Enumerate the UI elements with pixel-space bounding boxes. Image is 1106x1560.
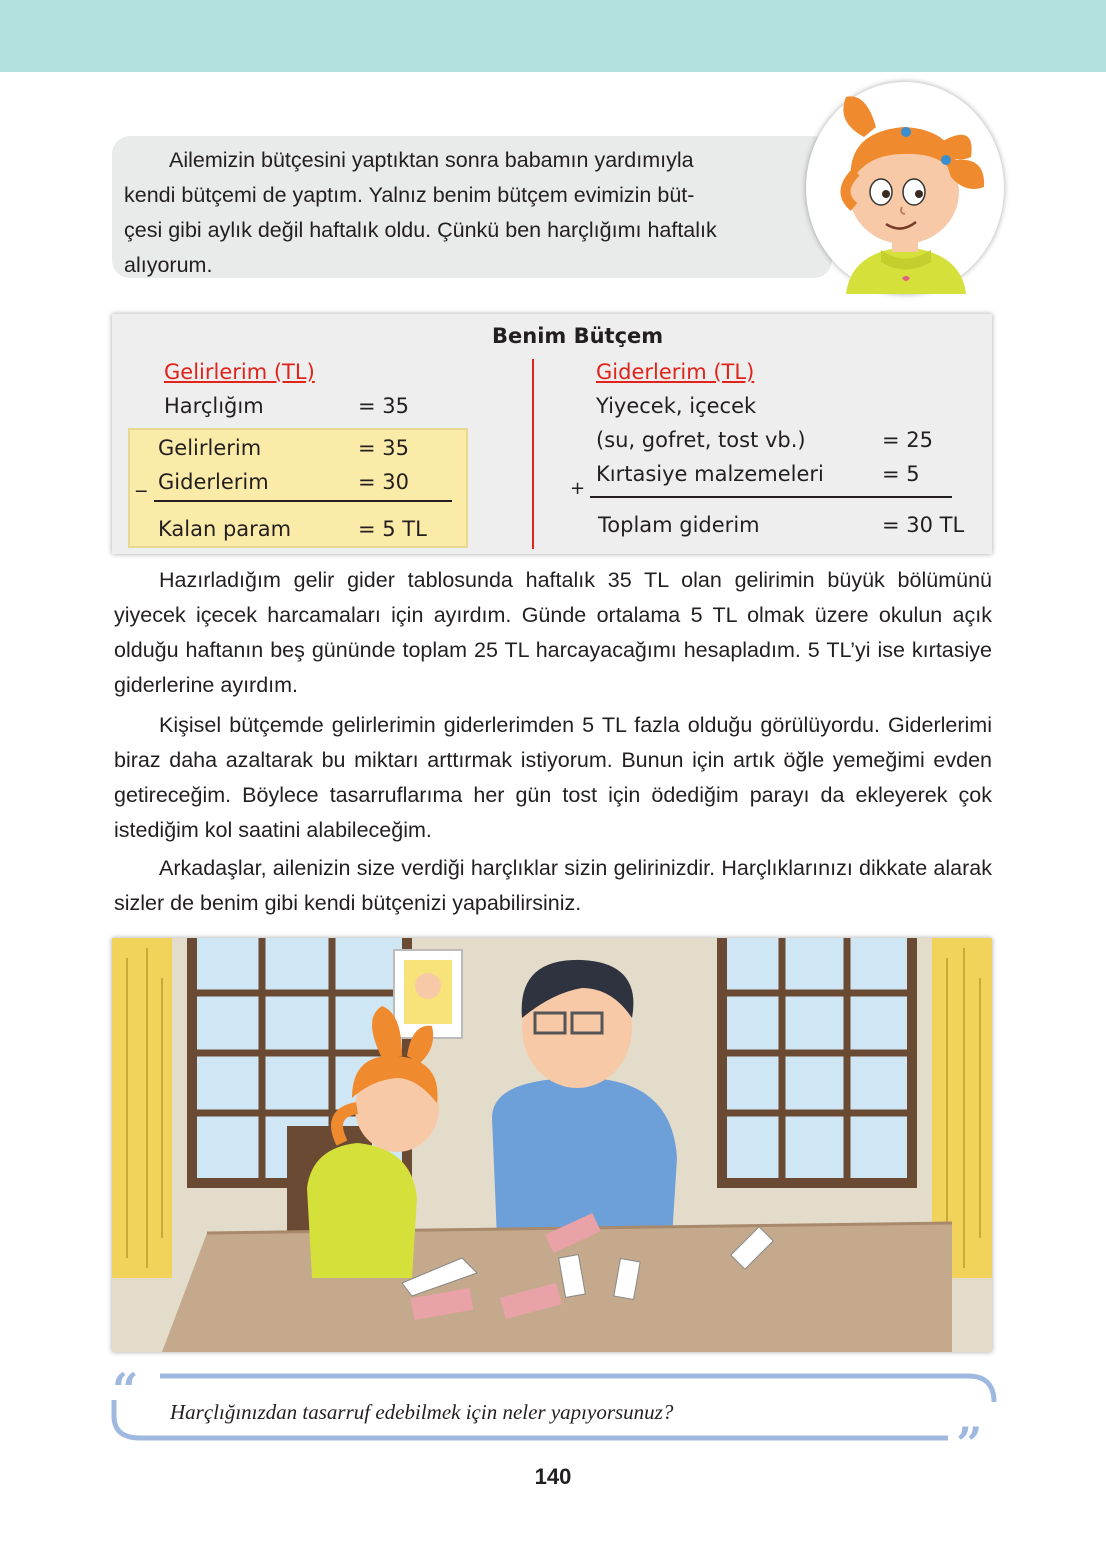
- income-header: Gelirlerim (TL): [164, 360, 315, 384]
- budget-title: Benim Bütçem: [492, 324, 664, 348]
- total-value: = 30 TL: [882, 513, 965, 537]
- calc-income-label: Gelirlerim: [158, 436, 262, 460]
- food-value: = 25: [882, 428, 933, 452]
- svg-text:”: ”: [956, 1417, 983, 1471]
- header-band: [0, 0, 1106, 72]
- speech-bubble-text: [124, 143, 784, 283]
- girl-avatar: [806, 82, 1004, 294]
- total-underline: [590, 496, 952, 498]
- food-label: Yiyecek, içecek: [596, 394, 757, 418]
- illustration-scene: [112, 938, 992, 1352]
- speech-line: çesi gibi aylık değil haftalık oldu. Çünkü ben harçlığımı haftalık: [124, 218, 717, 242]
- svg-text:“: “: [112, 1363, 139, 1417]
- body-paragraph: Hazırladığım gelir gider tablosunda haftalık 35 TL olan gelirimin büyük bölümünü yiyecek içecek harcamaları için ayırdım. Günde ortalama 5 TL olmak üzere okulun açık olduğu haftanın beş gününde toplam 25 TL harcayacağımı hesapladım. 5 TL’yi ise kırtasiye giderlerine ayırdım.: [114, 568, 992, 697]
- stationery-value: = 5: [882, 462, 920, 486]
- remaining-value: = 5 TL: [358, 517, 427, 541]
- plus-sign: +: [570, 478, 586, 499]
- minus-sign: _: [136, 468, 147, 492]
- page-number: 140: [534, 1464, 572, 1489]
- father-daughter-illustration: [112, 938, 992, 1352]
- reflection-question: Harçlığınızdan tasarruf edebilmek için neler yapıyorsunuz?: [170, 1400, 674, 1424]
- stationery-label: Kırtasiye malzemeleri: [596, 462, 824, 486]
- calc-expense-label: Giderlerim: [158, 470, 269, 494]
- column-divider: [532, 359, 534, 549]
- remaining-label: Kalan param: [158, 517, 292, 541]
- body-paragraph: Kişisel bütçemde gelirlerimin giderlerimden 5 TL fazla olduğu görülüyordu. Giderlerimi biraz daha azaltarak bu miktarı arttırmak istiyorum. Bunun için artık öğle yemeğimi evden getireceğim. Böylece tasarruflarıma her gün tost için ödediğim parayı da ekleyerek çok istediğim kol saatini alabileceğim.: [114, 713, 992, 842]
- budget-table: [112, 314, 992, 554]
- speech-line: kendi bütçemi de yaptım. Yalnız benim bütçem evimizin büt-: [124, 183, 695, 207]
- girl-avatar-illustration: [806, 82, 1004, 294]
- calc-income-value: = 35: [358, 436, 409, 460]
- calc-expense-value: = 30: [358, 470, 409, 494]
- allowance-value: = 35: [358, 394, 409, 418]
- allowance-label: Harçlığım: [164, 394, 264, 418]
- calc-underline: [154, 500, 452, 502]
- food-label-detail: (su, gofret, tost vb.): [596, 428, 806, 452]
- speech-line: Ailemizin bütçesini yaptıktan sonra babamın yardımıyla: [169, 148, 694, 172]
- total-label: Toplam giderim: [598, 513, 760, 537]
- body-paragraph: Arkadaşlar, ailenizin size verdiği harçlıklar sizin gelirinizdir. Harçlıklarınızı dikkate alarak sizler de benim gibi kendi bütçenizi yapabilirsiniz.: [114, 856, 992, 915]
- expense-header: Giderlerim (TL): [596, 360, 755, 384]
- speech-line: alıyorum.: [124, 253, 213, 277]
